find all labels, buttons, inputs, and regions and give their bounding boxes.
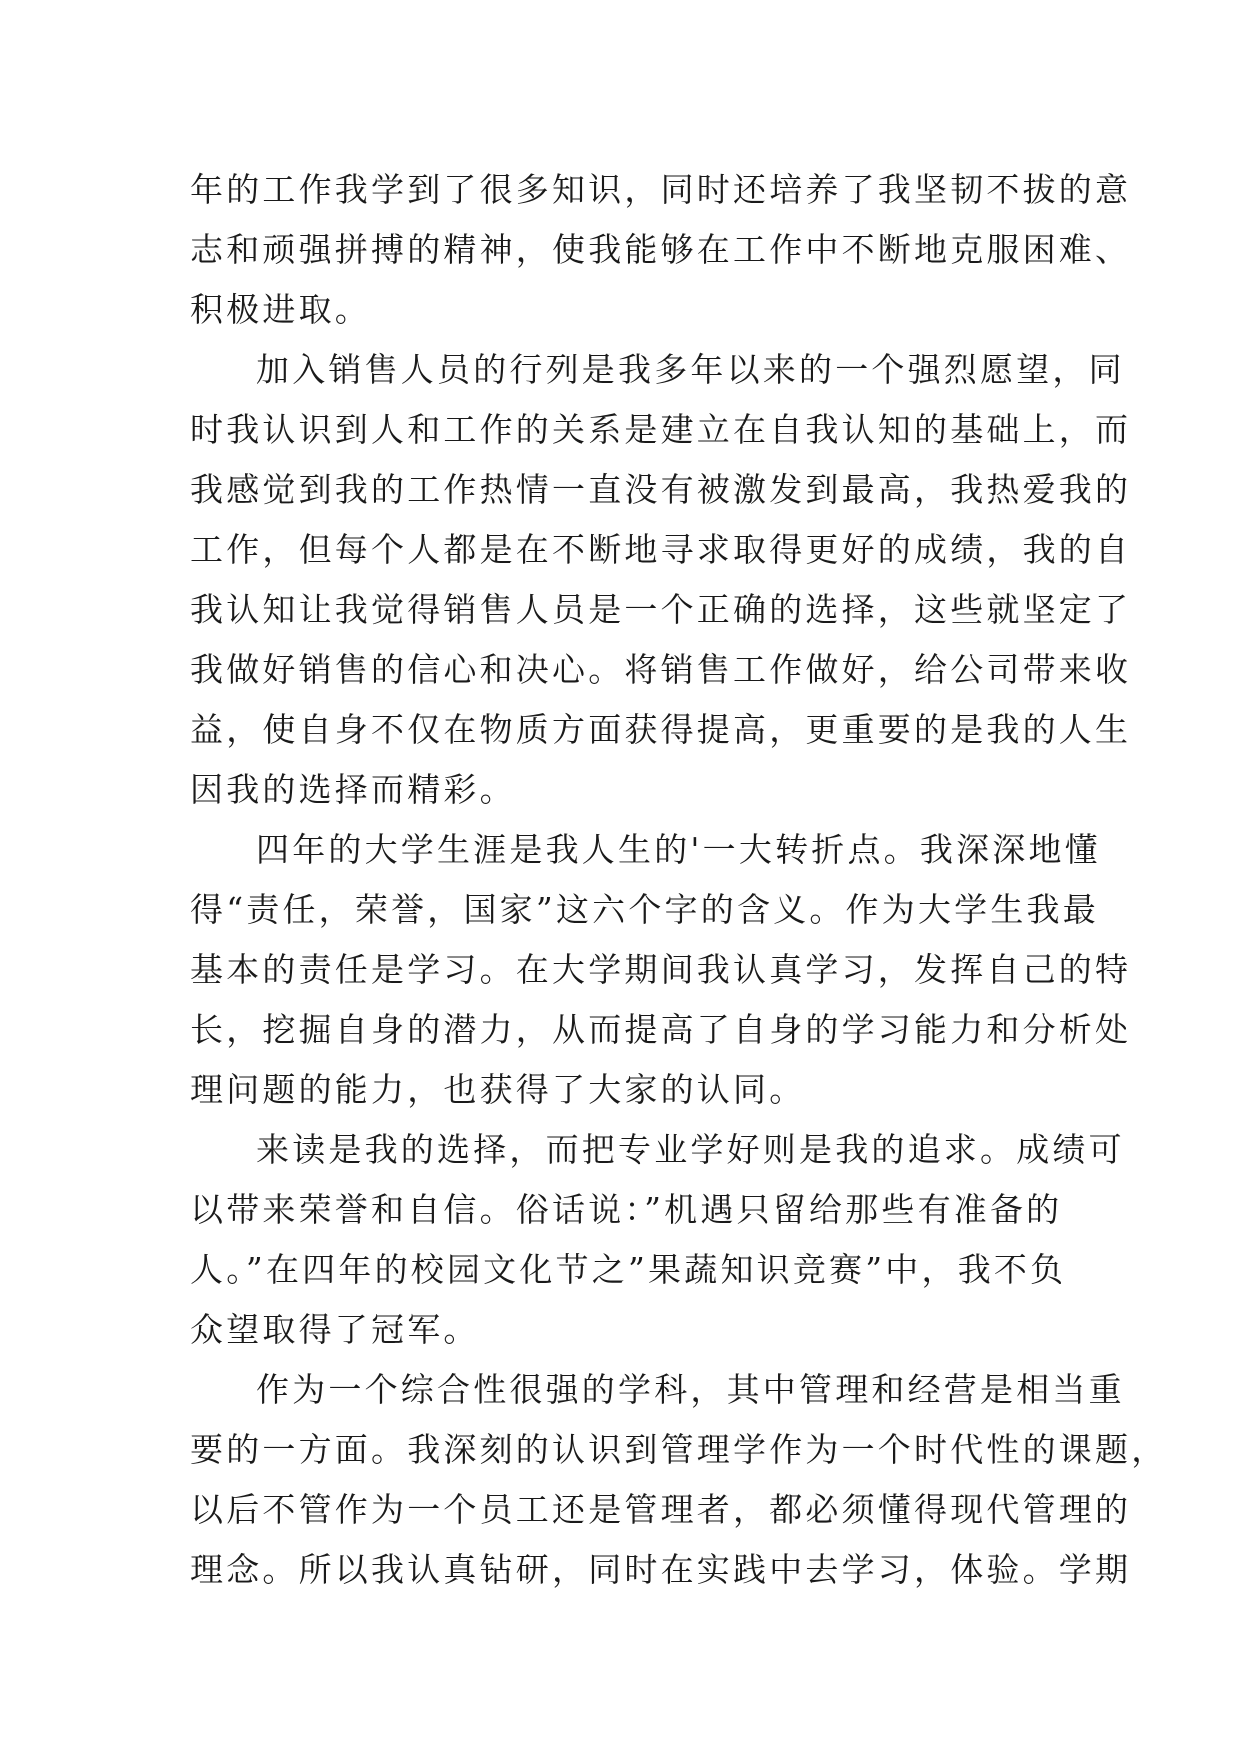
paragraph-first-line: 加入销售人员的行列是我多年以来的一个强烈愿望，同 [256,350,1125,389]
text-line: 理问题的能力，也获得了大家的认同。 [190,1070,806,1109]
paragraph-first-line: 来读是我的选择，而把专业学好则是我的追求。成绩可 [256,1130,1125,1169]
text-line: 人。”在四年的校园文化节之”果蔬知识竞赛”中，我不负 [190,1250,1067,1289]
text-line: 众望取得了冠军。 [190,1310,480,1349]
document-body [190,160,1168,1600]
text-line: 以后不管作为一个员工还是管理者，都必须懂得现代管理的 [190,1490,1132,1529]
text-line: 长，挖掘自身的潜力，从而提高了自身的学习能力和分析处 [190,1010,1132,1049]
text-line: 基本的责任是学习。在大学期间我认真学习，发挥自己的特 [190,950,1132,989]
text-line: 年的工作我学到了很多知识，同时还培养了我坚韧不拔的意 [190,170,1132,209]
text-line: 我做好销售的信心和决心。将销售工作做好，给公司带来收 [190,650,1132,689]
text-line: 得“责任，荣誉，国家”这六个字的含义。作为大学生我最 [190,890,1099,929]
paragraph-first-line: 作为一个综合性很强的学科，其中管理和经营是相当重 [256,1370,1125,1409]
text-line: 因我的选择而精彩。 [190,770,516,809]
text-line: 益，使自身不仅在物质方面获得提高，更重要的是我的人生 [190,710,1132,749]
text-line: 我感觉到我的工作热情一直没有被激发到最高，我热爱我的 [190,470,1132,509]
text-line: 我认知让我觉得销售人员是一个正确的选择，这些就坚定了 [190,590,1132,629]
text-line: 志和顽强拼搏的精神，使我能够在工作中不断地克服困难、 [190,230,1132,269]
text-line: 积极进取。 [190,290,371,329]
text-line: 理念。所以我认真钻研，同时在实践中去学习，体验。学期 [190,1550,1132,1589]
text-line: 工作，但每个人都是在不断地寻求取得更好的成绩，我的自 [190,530,1132,569]
paragraph-first-line: 四年的大学生涯是我人生的'一大转折点。我深深地懂 [256,830,1101,869]
text-line: 以带来荣誉和自信。俗话说：”机遇只留给那些有准备的 [190,1190,1063,1229]
text-line: 时我认识到人和工作的关系是建立在自我认知的基础上，而 [190,410,1132,449]
text-line: 要的一方面。我深刻的认识到管理学作为一个时代性的课题， [190,1430,1168,1469]
